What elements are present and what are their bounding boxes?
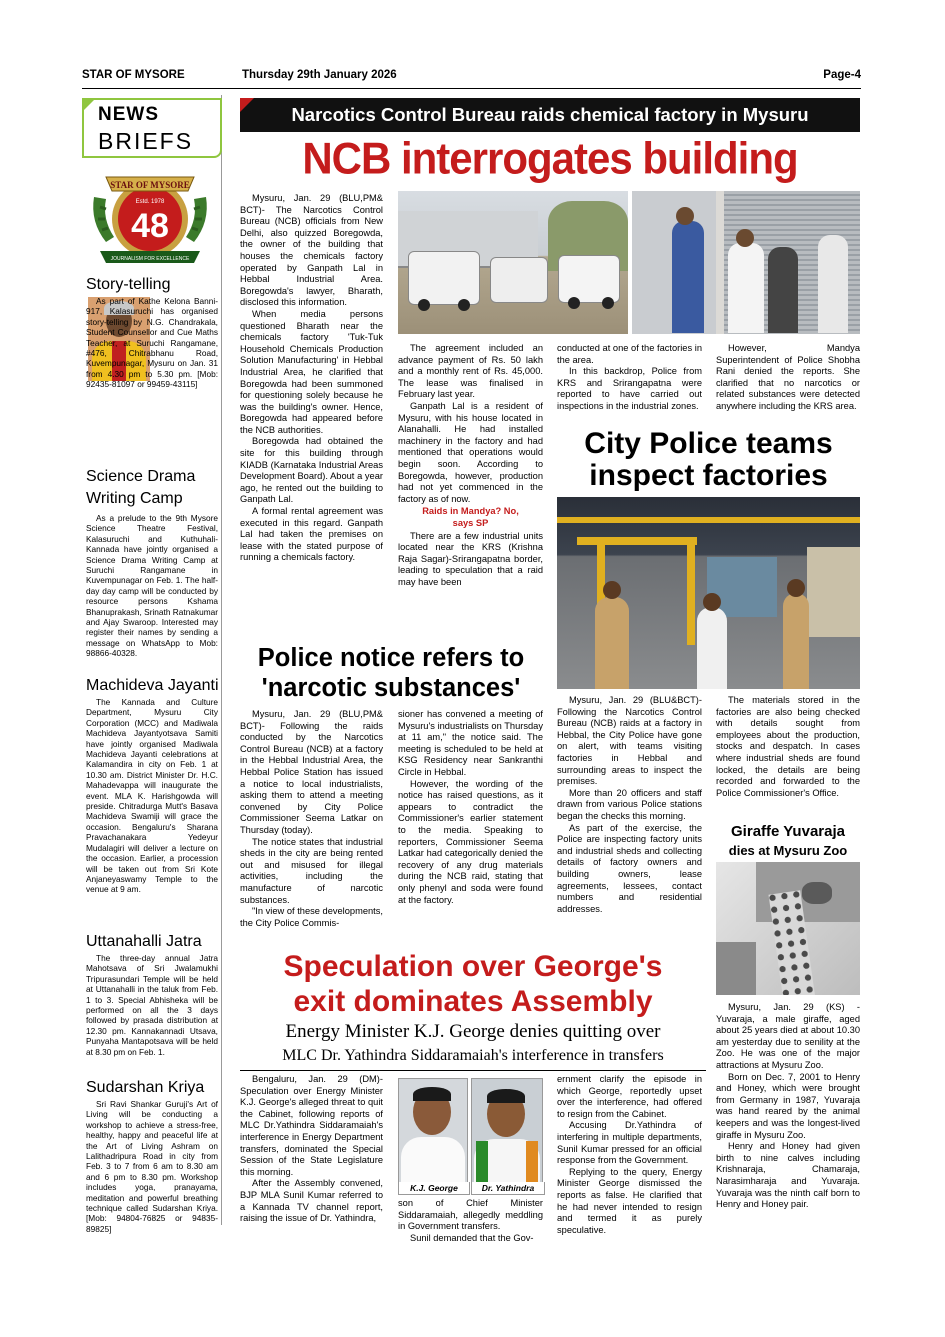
ncb-para: A formal rental agreement was executed in this regard. Ganpath Lal had taken the premises on lease with the stated purpose of running a chemicals factory. bbox=[240, 506, 383, 563]
ncb-para: There are a few industrial units located near the KRS (Krishna Raja Sagar)-Srirangapatna border, leading to speculation that a raid may have been bbox=[398, 530, 543, 587]
george-para: After the Assembly convened, BJP MLA Sunil Kumar referred to a Kannada TV channel report, raising the issue of Dr. Yathindra, bbox=[240, 1178, 383, 1224]
police-notice-headline: Police notice refers to 'narcotic substances' bbox=[257, 644, 525, 702]
mandya-subhead: Raids in Mandya? No, says SP bbox=[422, 506, 519, 528]
police-notice-para: Mysuru, Jan. 29 (BLU,PM& BCT)- Following the raids conducted by the Narcotics Control Bureau (NCB) at a factory in the Hebbal Industrial Area, the Hebbal Police Station has issued a notice to local industrialists, asking them to attend a meeting convened by City Police Commissioner Seema Latkar on Thursday (today). bbox=[240, 709, 383, 835]
news-briefs-header bbox=[82, 98, 222, 158]
anniversary-logo bbox=[86, 167, 214, 271]
city-police-para: As part of the exercise, the Police are inspecting factory units and industrial sheds and collecting details of factory owners and building owners, lease agreements, lessees, contact numbers and residential addresses. bbox=[557, 822, 702, 914]
george-para: Accusing Dr.Yathindra of interfering in multiple departments, Sunil Kumar pressed for an official response from the Government. bbox=[557, 1120, 702, 1166]
ncb-para: Mysuru, Jan. 29 (BLU,PM& BCT)- The Narcotics Control Bureau (NCB) officials from New Delhi, also quizzed Boregowda, the owner of the building that houses the chemicals factory operated by Ganpath Lal in Hebbal Industrial Area. Boregowda's lawyer, Bharath, disclosed this information. bbox=[240, 193, 383, 308]
caption-george: K.J. George bbox=[398, 1182, 470, 1195]
george-headline-2: exit dominates Assembly bbox=[293, 985, 653, 1018]
logo-number: 48 bbox=[131, 207, 169, 245]
news-briefs-sidebar bbox=[82, 95, 222, 1234]
george-para: Replying to the query, Energy Minister George dismissed the reports as false. He clarified that he had never intended to resign and termed it as purely speculative. bbox=[557, 1166, 702, 1235]
caption-yathindra: Dr. Yathindra bbox=[471, 1182, 545, 1195]
giraffe-headline: Giraffe Yuvaraja bbox=[731, 823, 845, 840]
ncb-factory-photo-1 bbox=[398, 191, 628, 334]
ncb-kicker-banner bbox=[240, 98, 860, 132]
briefs-label: BRIEFS bbox=[98, 128, 194, 154]
brief-text: The three-day annual Jatra Mahotsava of Sri Jwalamukhi Tripurasundari Temple will be held at Uttanahalli in the taluk from Feb. 1 to 3. Special Abhisheka will be performed on all the 3 days followed by prasada distribution at 12.30 pm. Kannakannadi Utsava, Punyaha Mantapotsava will be held at 8.30 pm on Feb. 1. bbox=[86, 953, 218, 1057]
news-label: NEWS bbox=[98, 104, 159, 125]
george-para: Bengaluru, Jan. 29 (DM)- Speculation over Energy Minister K.J. George's alleged threat to quit the Cabinet, following reports of MLC Dr.Yathindra Siddaramaiah's interference in Energy Department transfers, dominated the Special Session of the State Legislature this morning. bbox=[240, 1074, 383, 1177]
ncb-para: The agreement included an advance payment of Rs. 50 lakh and a monthly rent of Rs. 45,000. The lease was finalised in February last year. bbox=[398, 343, 543, 400]
giraffe-para: Born on Dec. 7, 2001 to Henry and Honey, which were brought from Germany in 1987, Yuvaraja was hand reared by the animal keepers and was the longest-lived giraffe in Mysuru Zoo. bbox=[716, 1071, 860, 1140]
city-police-headline: City Police teams inspect factories bbox=[584, 427, 833, 492]
police-notice-column-1 bbox=[240, 709, 383, 929]
city-police-column-1 bbox=[557, 695, 702, 915]
brief-heading: Story-telling bbox=[86, 276, 171, 293]
city-police-para: The materials stored in the factories are also being checked with details sought from employees about the production, stocks and despatch. In cases where industrial sheds are found locked, the details are being recorded and forwarded to the Police Commissioner's Office. bbox=[716, 695, 860, 798]
george-para: son of Chief Minister Siddaramaiah, allegedly meddling in Government transfers. bbox=[398, 1198, 543, 1232]
ncb-para: Boregowda had obtained the site for this building through KIADB (Karnataka Industrial Areas Development Board). About a year ago, he rented out the building to Ganpath Lal. bbox=[240, 436, 383, 505]
brief-text: As a prelude to the 9th Mysore Science Theatre Festival, Kalasuruchi and Kuthuhali-Kannada have jointly organised a Science Drama Writing Camp at Suruchi Rangamane in Kuvempunagar on Feb. 1. The half-day day camp will be conducted by resource persons Kshama Bhanuprakash, Srinath Ratnakumar and Ajay Swaroop. Interested may register their names by sending a message on WhatsApp to Mob: 98866-40328. bbox=[86, 513, 218, 659]
george-para: ernment clarify the episode in which George, reportedly upset over the interference, had offered to resign from the Cabinet. bbox=[557, 1074, 702, 1119]
brief-heading: Science Drama Writing Camp bbox=[86, 468, 196, 507]
city-police-photo bbox=[557, 497, 860, 689]
ncb-para: When media persons questioned Bharath near the chemicals factory 'Tuk-Tuk Household Chemicals Production Solution Manufacturing' in Hebbal Industrial Area, he clarified that Boregowda had been summoned for questioning solely because he was the building's owner. Hence, Boregowda had appeared before the NCB authorities. bbox=[240, 308, 383, 435]
ncb-kicker: Narcotics Control Bureau raids chemical factory in Mysuru bbox=[291, 104, 809, 125]
logo-bottom-text: JOURNALISM FOR EXCELLENCE bbox=[110, 256, 190, 262]
city-police-para: Mysuru, Jan. 29 (BLU&BCT)- Following the Narcotics Control Bureau (NCB) raids at a factory in Hebbal, the City Police have gone on alert, with teams visiting factories in Hebbal and surrounding areas to inspect the premises. bbox=[557, 695, 702, 787]
kj-george-photo bbox=[398, 1078, 468, 1184]
ncb-para: However, Mandya Superintendent of Police Shobha Rani denied the reports. She clarified that no narcotics or related substances were detected anywhere including the KRS area. bbox=[716, 343, 860, 411]
brief-story-telling bbox=[86, 274, 220, 295]
brief-text: Sri Ravi Shankar Guruji's Art of Living will be conducting a workshop to achieve a stress-free, healthy, happy and peaceful life at the Art of Living Ashram on Lalithadripura Road in city from Feb. 3 to 7 from 6 am to 8.30 am and 6 pm to 8.30 pm. Workshop includes yoga, pranayama, meditation and powerful breathing technique called Sudarshan Kriya. [Mob: 94804-76825 or 94835-89825] bbox=[86, 1099, 218, 1234]
brief-heading: Uttanahalli Jatra bbox=[86, 933, 202, 950]
george-para: Sunil demanded that the Gov- bbox=[410, 1232, 534, 1243]
police-notice-para: "In view of these developments, the City Police Commis- bbox=[240, 906, 383, 928]
logo-top-text: STAR OF MYSORE bbox=[110, 180, 190, 190]
brief-story-text: As part of Kathe Kelona Banni-917, Kalasuruchi has organised story-telling by N.G. Chandrakala, Student Counsellor and Cue Maths Teacher, at Suruchi Rangamane, #476, Chitrabhanu Road, Kuvempunagar, Mysuru on Jan. 31 from 4.30 pm to 5.30 pm. [Mob: 92435-81097 or 99459-43115] bbox=[86, 296, 218, 390]
city-police-para: More than 20 officers and staff drawn from various Police stations began the checks this morning. bbox=[557, 787, 702, 821]
city-police-column-2 bbox=[716, 695, 860, 799]
giraffe-para: Mysuru, Jan. 29 (KS) - Yuvaraja, a male giraffe, aged about 25 years died at about 10.30 am yesterday due to senility at the Zoo. He was one of the major attractions at Mysuru Zoo. bbox=[716, 1002, 860, 1070]
george-deck-2: MLC Dr. Yathindra Siddaramaiah's interference in transfers bbox=[282, 1047, 664, 1064]
dr-yathindra-photo bbox=[471, 1078, 543, 1184]
police-notice-para: The notice states that industrial sheds in the city are being rented out and misused for illegal activities, including the manufacture of narcotic substances. bbox=[240, 836, 383, 905]
brief-text: The Kannada and Culture Department, Mysuru City Corporation (MCC) and Madiwala Machideva Jayantyotsava Samiti have jointly organised Madiwala Machideva Jayanti celebrations at Kalamandira in city on Feb. 1 at 10.30 am. District Minister Dr. H.C. Mahadevappa will inaugurate the event. MLA K. Harishgowda will preside. Chitradurga Mutt's Basava Machideva Swamiji will grace the occasion. Bengaluru's Sharana Pravachanakara Yedeyur Mudalagiri will deliver a lecture on the occasion. Earlier, a procession will be taken out from Sri Kote Anjaneyaswamy Temple to the venue at 9 am. bbox=[86, 697, 218, 895]
police-notice-para: sioner has convened a meeting of Mysuru's industrialists on Thursday at 11 am," the notice said. The meeting is scheduled to be held at KSG Residency near Sankranthi Circle in Hebbal. bbox=[398, 709, 543, 777]
ncb-para: In this backdrop, Police from KRS and Srirangapatna were reported to have carried out inspections in the industrial zones. bbox=[557, 366, 702, 411]
ncb-column-4 bbox=[716, 343, 860, 413]
page-number: Page-4 bbox=[823, 69, 861, 81]
george-column-1 bbox=[240, 1074, 383, 1225]
police-notice-column-2 bbox=[398, 709, 543, 906]
george-divider bbox=[240, 1070, 706, 1071]
george-column-2 bbox=[398, 1198, 543, 1244]
giraffe-column bbox=[716, 1002, 860, 1211]
corner-triangle bbox=[82, 98, 96, 112]
giraffe-subhead: dies at Mysuru Zoo bbox=[728, 843, 848, 858]
ncb-para: conducted at one of the factories in the area. bbox=[557, 343, 702, 365]
brief-heading: Sudarshan Kriya bbox=[86, 1079, 205, 1096]
ncb-factory-photo-2 bbox=[632, 191, 860, 334]
masthead bbox=[82, 66, 861, 89]
giraffe-photo bbox=[716, 862, 860, 995]
logo-estd-text: Estd. 1978 bbox=[135, 199, 165, 205]
paper-name: STAR OF MYSORE bbox=[82, 69, 185, 81]
ncb-column-1 bbox=[240, 193, 383, 564]
george-headline-1: Speculation over George's bbox=[283, 950, 663, 983]
giraffe-para: Henry and Honey had given birth to nine calves including Krishnaraja, Chamaraja, Narasimharaja and Yuvaraja. Yuvaraja was the ninth calf born to Henry and Honey pair. bbox=[716, 1141, 860, 1210]
issue-date: Thursday 29th January 2026 bbox=[242, 69, 397, 81]
ncb-para: Ganpath Lal is a resident of Mysuru, with his house located in Alanahalli. He had installed machinery in the factory and had mentioned that operations would begin soon. According to Boregowda, however, production had not yet commenced in the factory as of now. bbox=[398, 400, 543, 504]
brief-heading: Machideva Jayanti bbox=[86, 677, 219, 694]
george-column-3 bbox=[557, 1074, 702, 1236]
ncb-headline: NCB interrogates building bbox=[302, 133, 798, 183]
george-deck-1: Energy Minister K.J. George denies quitting over bbox=[285, 1021, 661, 1042]
police-notice-para: However, the wording of the notice has raised questions, as it appears to contradict the Commissioner's earlier statement to the media. Speaking to reporters, Commissioner Seema Latkar had categorically denied the recovery of any drug materials during the NCB raid, stating that only phenyl and soda were found at the factory. bbox=[398, 778, 543, 905]
ncb-column-3 bbox=[557, 343, 702, 413]
ncb-column-2 bbox=[398, 343, 543, 588]
